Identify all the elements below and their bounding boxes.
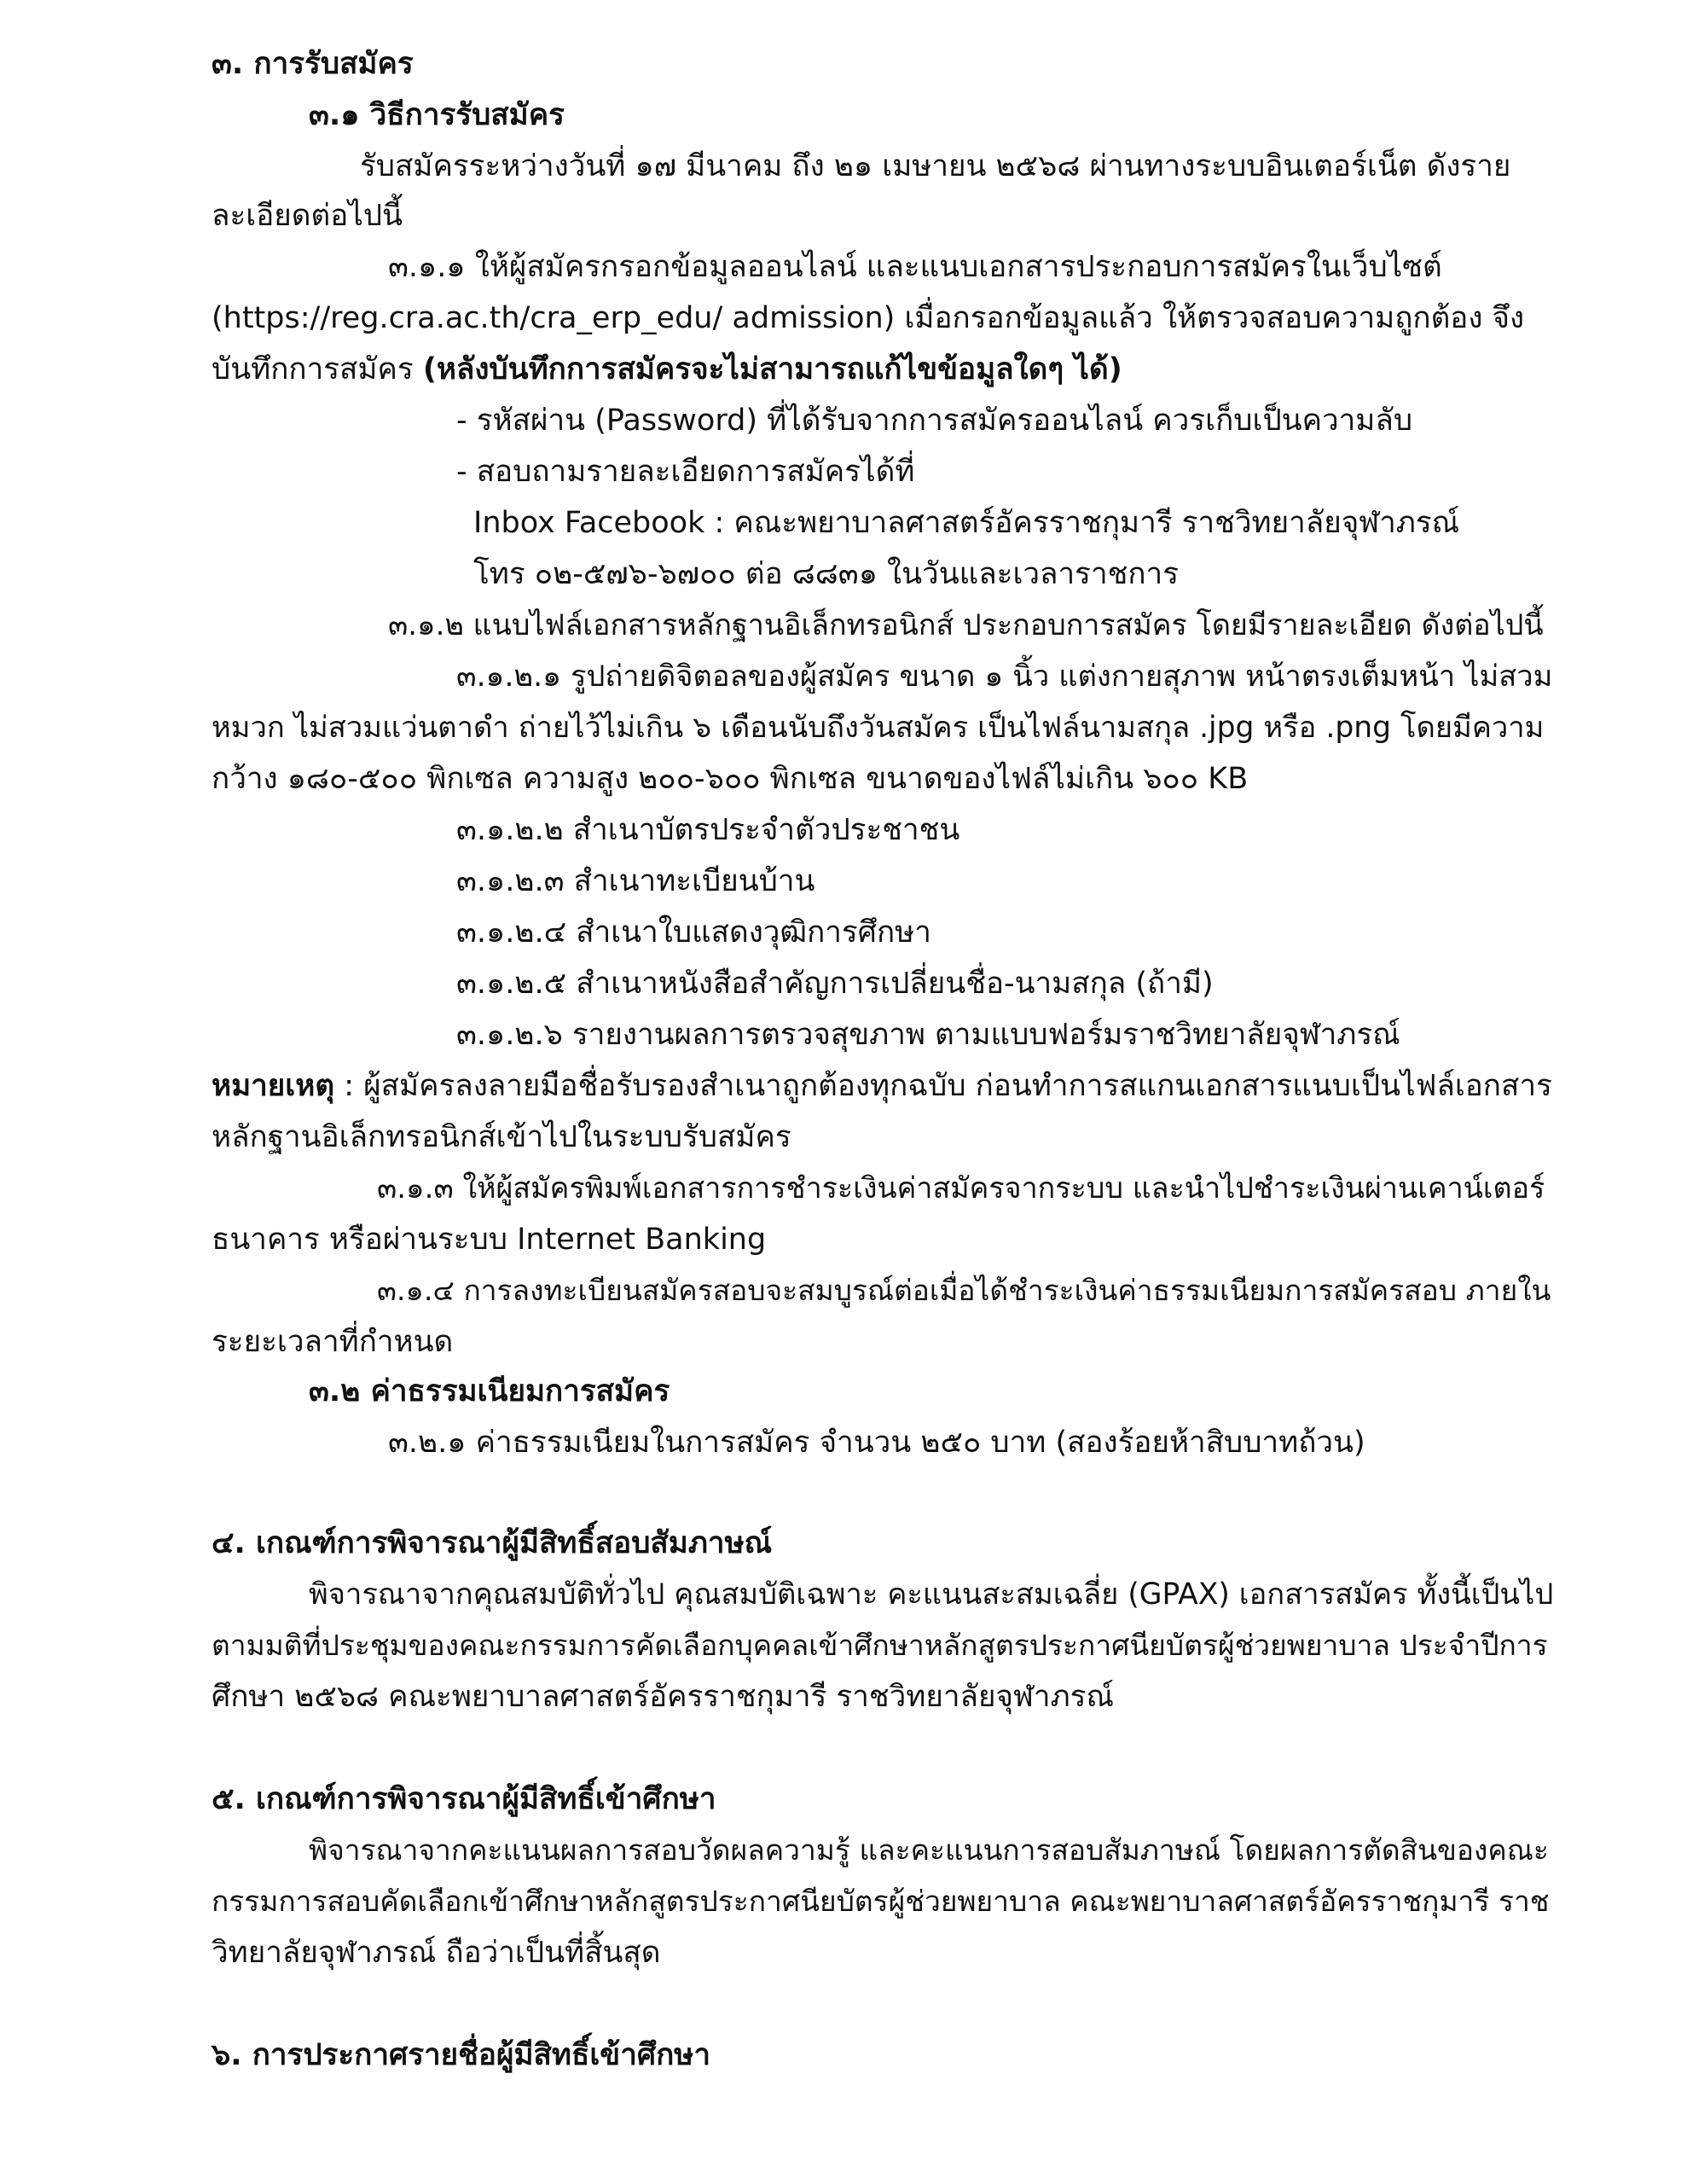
note-text: : ผู้สมัครลงลายมือชื่อรับรองสำเนาถูกต้องทุกฉบับ ก่อนทำการสแกนเอกสารแนบเป็นไฟล์เอกสาร (334, 1069, 1552, 1103)
item-3-1-2-1-line-2: หมวก ไม่สวมแว่นตาดำ ถ่ายไว้ไม่เกิน ๖ เดือนนับถึงวันสมัคร เป็นไฟล์นามสกุล .jpg หรือ .png โดยมีความ (212, 711, 1545, 745)
item-3-1-4-line-1: ๓.๑.๔ การลงทะเบียนสมัครสอบจะสมบูรณ์ต่อเมื่อได้ชำระเงินค่าธรรมเนียมการสมัครสอบ ภายใน (377, 1274, 1551, 1307)
section-3-heading: ๓. การรับสมัคร (212, 47, 414, 81)
section-3-1-intro-line-1: รับสมัครระหว่างวันที่ ๑๗ มีนาคม ถึง ๒๑ เมษายน ๒๕๖๘ ผ่านทางระบบอินเตอร์เน็ต ดังราย (360, 149, 1511, 183)
item-3-1-4-line-2: ระยะเวลาที่กำหนด (212, 1325, 454, 1359)
item-3-2-1: ๓.๒.๑ ค่าธรรมเนียมในการสมัคร จำนวน ๒๕๐ บาท (สองร้อยห้าสิบบาทถ้วน) (388, 1426, 1365, 1460)
bullet-password: - รหัสผ่าน (Password) ที่ได้รับจากการสมัครออนไลน์ ควรเก็บเป็นความลับ (456, 404, 1413, 438)
contact-facebook: Inbox Facebook : คณะพยาบาลศาสตร์อัครราชกุมารี ราชวิทยาลัยจุฬาภรณ์ (473, 506, 1460, 540)
section-5-para-line-1: พิจารณาจากคะแนนผลการสอบวัดผลความรู้ และคะแนนการสอบสัมภาษณ์ โดยผลการตัดสินของคณะ (309, 1833, 1549, 1867)
section-3-1-intro-line-2: ละเอียดต่อไปนี้ (212, 199, 403, 233)
item-3-1-2-2: ๓.๑.๒.๒ สำเนาบัตรประจำตัวประชาชน (456, 813, 960, 847)
section-5-heading: ๕. เกณฑ์การพิจารณาผู้มีสิทธิ์เข้าศึกษา (212, 1782, 716, 1816)
bullet-contact: - สอบถามรายละเอียดการสมัครได้ที่ (456, 455, 915, 489)
section-4-heading: ๔. เกณฑ์การพิจารณาผู้มีสิทธิ์สอบสัมภาษณ์ (212, 1526, 773, 1560)
item-3-1-2-1-line-3: กว้าง ๑๘๐-๕๐๐ พิกเซล ความสูง ๒๐๐-๖๐๐ พิกเซล ขนาดของไฟล์ไม่เกิน ๖๐๐ KB (212, 762, 1249, 796)
item-3-1-1-warning: (หลังบันทึกการสมัครจะไม่สามารถแก้ไขข้อมูลใดๆ ได้) (422, 352, 1122, 386)
section-6-heading: ๖. การประกาศรายชื่อผู้มีสิทธิ์เข้าศึกษา (212, 2038, 711, 2072)
contact-phone: โทร ๐๒-๕๗๖-๖๗๐๐ ต่อ ๘๘๓๑ ในวันและเวลาราชการ (473, 557, 1180, 591)
section-5-para-line-3: วิทยาลัยจุฬาภรณ์ ถือว่าเป็นที่สิ้นสุด (212, 1936, 661, 1970)
item-3-1-2-3: ๓.๑.๒.๓ สำเนาทะเบียนบ้าน (456, 864, 815, 898)
section-3-1-heading: ๓.๑ วิธีการรับสมัคร (309, 98, 565, 132)
item-3-1-1-line-2: (https://reg.cra.ac.th/cra_erp_edu/ admission) เมื่อกรอกข้อมูลแล้ว ให้ตรวจสอบความถูกต้อง จึง (212, 301, 1525, 335)
section-4-para-line-3: ศึกษา ๒๕๖๘ คณะพยาบาลศาสตร์อัครราชกุมารี ราชวิทยาลัยจุฬาภรณ์ (212, 1680, 1114, 1714)
item-3-1-1-line-3-text: บันทึกการสมัคร (212, 352, 423, 386)
section-4-para-line-1: พิจารณาจากคุณสมบัติทั่วไป คุณสมบัติเฉพาะ คะแนนสะสมเฉลี่ย (GPAX) เอกสารสมัคร ทั้งนี้เป็นไป (309, 1577, 1554, 1612)
item-3-1-2-6: ๓.๑.๒.๖ รายงานผลการตรวจสุขภาพ ตามแบบฟอร์มราชวิทยาลัยจุฬาภรณ์ (456, 1018, 1400, 1052)
note-line-1 (212, 1066, 1552, 1106)
item-3-1-3-line-2: ธนาคาร หรือผ่านระบบ Internet Banking (212, 1223, 767, 1257)
item-3-1-2: ๓.๑.๒ แนบไฟล์เอกสารหลักฐานอิเล็กทรอนิกส์ ประกอบการสมัคร โดยมีรายละเอียด ดังต่อไปนี้ (388, 608, 1544, 642)
item-3-1-1-line-1: ๓.๑.๑ ให้ผู้สมัครกรอกข้อมูลออนไลน์ และแนบเอกสารประกอบการสมัครในเว็บไซต์ (388, 250, 1442, 284)
item-3-1-2-1-line-1: ๓.๑.๒.๑ รูปถ่ายดิจิตอลของผู้สมัคร ขนาด ๑ นิ้ว แต่งกายสุภาพ หน้าตรงเต็มหน้า ไม่สวม (456, 659, 1553, 694)
note-line-2: หลักฐานอิเล็กทรอนิกส์เข้าไปในระบบรับสมัคร (212, 1120, 791, 1154)
item-3-1-1-line-3 (212, 350, 1122, 389)
section-4-para-line-2: ตามมติที่ประชุมของคณะกรรมการคัดเลือกบุคคลเข้าศึกษาหลักสูตรประกาศนียบัตรผู้ช่วยพยาบาล ประจำปีการ (212, 1629, 1548, 1662)
item-3-1-2-5: ๓.๑.๒.๕ สำเนาหนังสือสำคัญการเปลี่ยนชื่อ-นามสกุล (ถ้ามี) (456, 967, 1214, 1001)
item-3-1-3-line-1: ๓.๑.๓ ให้ผู้สมัครพิมพ์เอกสารการชำระเงินค่าสมัครจากระบบ และนำไปชำระเงินผ่านเคาน์เตอร์ (377, 1171, 1545, 1205)
item-3-1-2-4: ๓.๑.๒.๔ สำเนาใบแสดงวุฒิการศึกษา (456, 915, 931, 950)
section-5-para-line-2: กรรมการสอบคัดเลือกเข้าศึกษาหลักสูตรประกาศนียบัตรผู้ช่วยพยาบาล คณะพยาบาลศาสตร์อัครราชกุมารี ราช (212, 1885, 1550, 1918)
note-label: หมายเหตุ (212, 1069, 335, 1103)
section-3-2-heading: ๓.๒ ค่าธรรมเนียมการสมัคร (309, 1374, 670, 1409)
